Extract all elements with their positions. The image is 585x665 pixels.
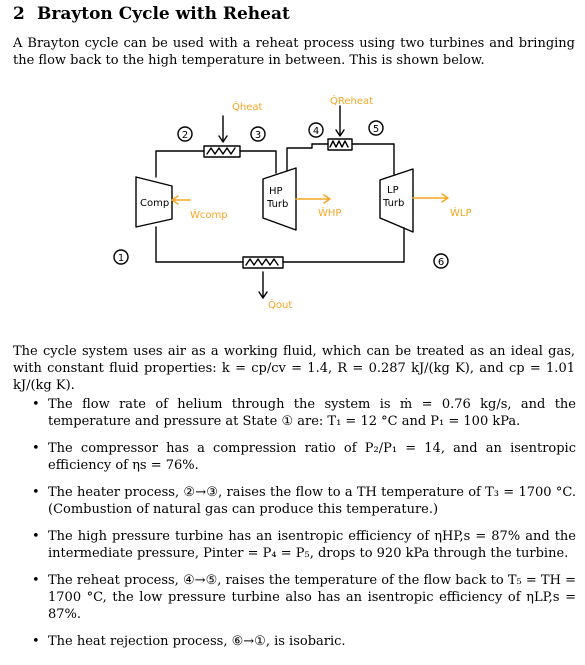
bullet-heater: • The heater process, ②→③, raises the flow to a TH temperature of T₃ = 1700 °C. (Combustion of natural gas can produce this temperature.): [20, 484, 576, 518]
brayton-reheat-diagram: [0, 76, 585, 346]
label-w-lp: ẆLP: [450, 208, 472, 219]
state-label-5: 5: [372, 124, 380, 135]
system-paragraph: The cycle system uses air as a working fluid, which can be treated as an ideal gas, with constant fluid properties: k = cp/cv = 1.4, R = 0.287 kJ/(kg K), and cp = 1.01 kJ/(kg K).: [13, 344, 575, 393]
w-comp-arrow: [172, 196, 190, 204]
label-lp-1: LP: [387, 185, 399, 196]
pipe-hp-4: [287, 144, 312, 171]
section-number: 2: [13, 4, 25, 24]
intro-paragraph: A Brayton cycle can be used with a reheat process using two turbines and bringing the flow back to the high temperature in between. This is shown below.: [13, 36, 575, 68]
bullet-hp-turbine: • The high pressure turbine has an isentropic efficiency of ηHP,s = 87% and the intermediate pressure, Pinter = P₄ = P₅, drops to 920 kPa through the turbine.: [20, 528, 576, 562]
w-lp-arrow: [413, 194, 448, 202]
bullet-heat-rejection: • The heat rejection process, ⑥→①, is isobaric.: [20, 633, 576, 650]
label-lp-2: Turb: [383, 198, 405, 209]
label-q-out: Q̇out: [268, 300, 293, 311]
label-hp-1: HP: [269, 186, 283, 197]
pipe-4-5: [312, 144, 394, 174]
label-q-heat: Q̇heat: [232, 102, 263, 113]
label-q-reheat: Q̇Reheat: [330, 96, 374, 107]
state-label-2: 2: [181, 130, 189, 141]
q-out-arrow: [259, 272, 267, 298]
bullet-reheat: • The reheat process, ④→⑤, raises the temperature of the flow back to T₅ = TH = 1700 °C, the low pressure turbine also has an isentropic efficiency of ηLP,s = 87%.: [20, 572, 576, 623]
label-comp: Comp: [140, 198, 170, 209]
label-hp-2: Turb: [267, 199, 289, 210]
label-w-comp: Ẇcomp: [190, 210, 228, 221]
state-label-3: 3: [254, 130, 262, 141]
q-reheat-arrow: [336, 106, 344, 136]
bullet-flow-rate: • The flow rate of helium through the system is ṁ = 0.76 kg/s, and the temperature and pressure at State ① are: T₁ = 12 °C and P₁ = 100 kPa.: [20, 396, 576, 430]
pipe-2-3: [156, 151, 204, 177]
section-heading: [13, 4, 290, 24]
w-hp-arrow: [296, 195, 330, 203]
state-label-6: 6: [437, 257, 445, 268]
bullet-compressor: • The compressor has a compression ratio of P₂/P₁ = 14, and an isentropic efficiency of ηs = 76%.: [20, 440, 576, 474]
label-w-hp: ẆHP: [318, 208, 342, 219]
cooler-coil: [246, 259, 278, 265]
state-label-1: 1: [117, 253, 125, 264]
reheater-coil: [330, 141, 348, 147]
q-heat-arrow: [219, 116, 227, 142]
pipe-3-hp: [240, 151, 276, 173]
section-title: Brayton Cycle with Reheat: [37, 4, 290, 24]
heater-coil: [207, 148, 235, 154]
given-conditions-list: [20, 396, 576, 650]
state-label-4: 4: [312, 126, 320, 137]
